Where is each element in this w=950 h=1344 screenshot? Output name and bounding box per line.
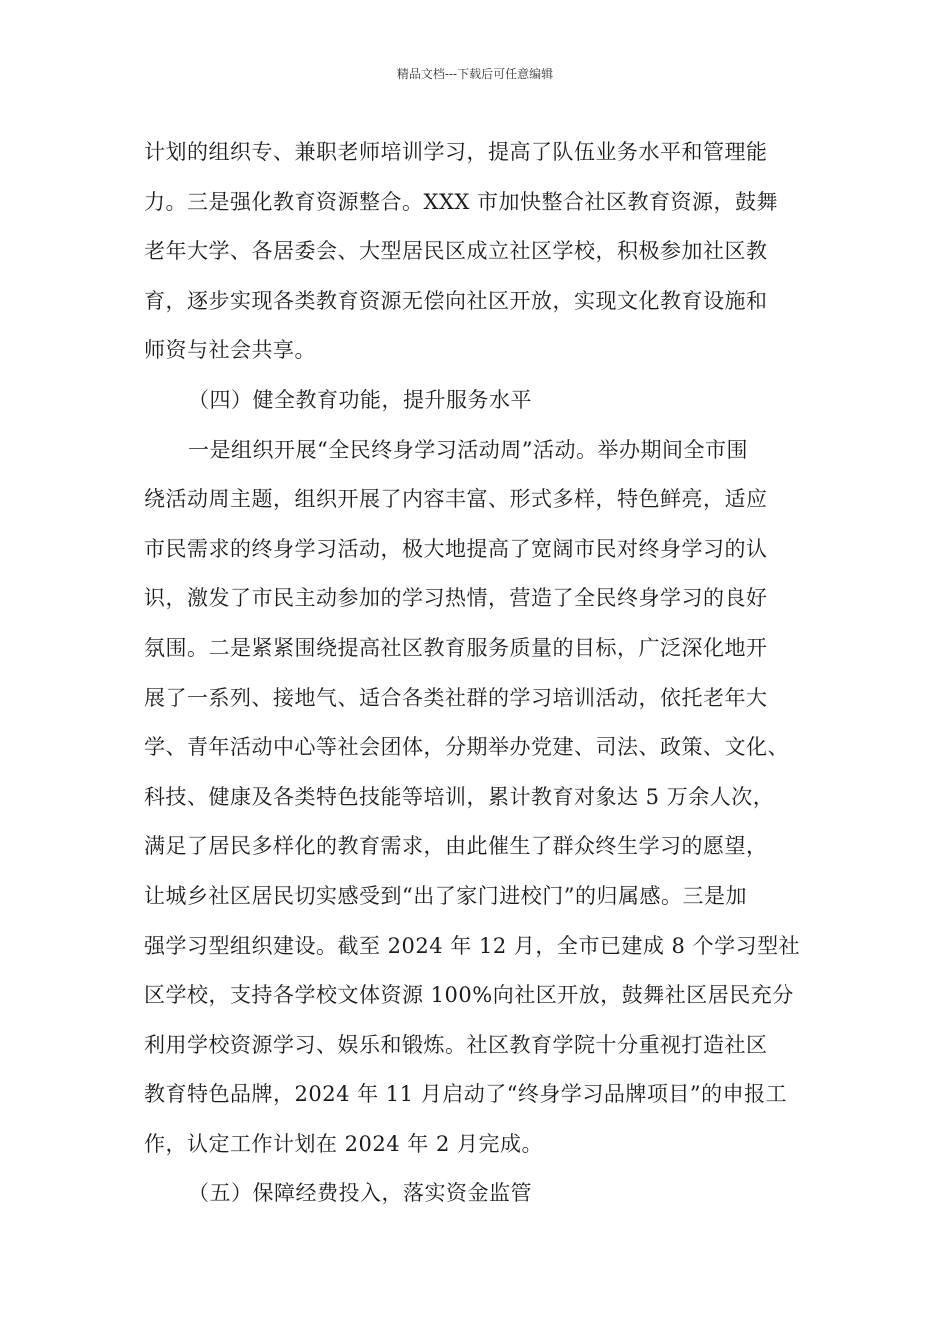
paragraph-line: 老年大学、各居委会、大型居民区成立社区学校，积极参加社区教: [144, 239, 768, 264]
paragraph-line: 利用学校资源学习、娱乐和锻炼。社区教育学院十分重视打造社区: [144, 1032, 768, 1057]
paragraph-line: 作，认定工作计划在 2024 年 2 月完成。: [144, 1131, 544, 1156]
paragraph-line: 学、青年活动中心等社会团体，分期举办党建、司法、政策、文化、: [144, 735, 789, 760]
paragraph-line: 科技、健康及各类特色技能等培训，累计教育对象达 5 万余人次，: [144, 784, 775, 809]
paragraph-line: 教育特色品牌，2024 年 11 月启动了“终身学习品牌项目”的申报工: [144, 1082, 788, 1107]
paragraph-line: 育，逐步实现各类教育资源无偿向社区开放，实现文化教育设施和: [144, 288, 768, 313]
paragraph-line: 区学校，支持各学校文体资源 100%向社区开放，鼓舞社区居民充分: [144, 983, 794, 1008]
paragraph-line: 让城乡社区居民切实感受到“出了家门进校门”的归属感。三是加: [144, 883, 747, 908]
paragraph-line: 展了一系列、接地气、适合各类社群的学习培训活动，依托老年大: [144, 685, 768, 710]
paragraph-line: 绕活动周主题，组织开展了内容丰富、形式多样，特色鲜亮，适应: [144, 487, 768, 512]
paragraph-line: 师资与社会共享。: [144, 338, 316, 363]
paragraph-line: 强学习型组织建设。截至 2024 年 12 月，全市已建成 8 个学习型社: [144, 933, 801, 958]
paragraph-line: 市民需求的终身学习活动，极大地提高了宽阔市民对终身学习的认: [144, 536, 768, 561]
paragraph-line: 力。三是强化教育资源整合。XXX 市加快整合社区教育资源，鼓舞: [144, 189, 779, 214]
page-header: 精品文档---下载后可任意编辑: [396, 67, 554, 81]
paragraph-line: 识，激发了市民主动参加的学习热情，营造了全民终身学习的良好: [144, 586, 768, 611]
document-body: [144, 128, 824, 1219]
paragraph-line: 满足了居民多样化的教育需求，由此催生了群众终生学习的愿望，: [144, 834, 768, 859]
section-heading: （四）健全教育功能，提升服务水平: [188, 387, 532, 412]
paragraph-line: 氛围。二是紧紧围绕提高社区教育服务质量的目标，广泛深化地开: [144, 635, 768, 660]
section-heading: （五）保障经费投入，落实资金监管: [188, 1181, 532, 1206]
paragraph-line: 一是组织开展“全民终身学习活动周”活动。举办期间全市围: [188, 437, 748, 462]
paragraph-line: 计划的组织专、兼职老师培训学习，提高了队伍业务水平和管理能: [144, 140, 768, 164]
